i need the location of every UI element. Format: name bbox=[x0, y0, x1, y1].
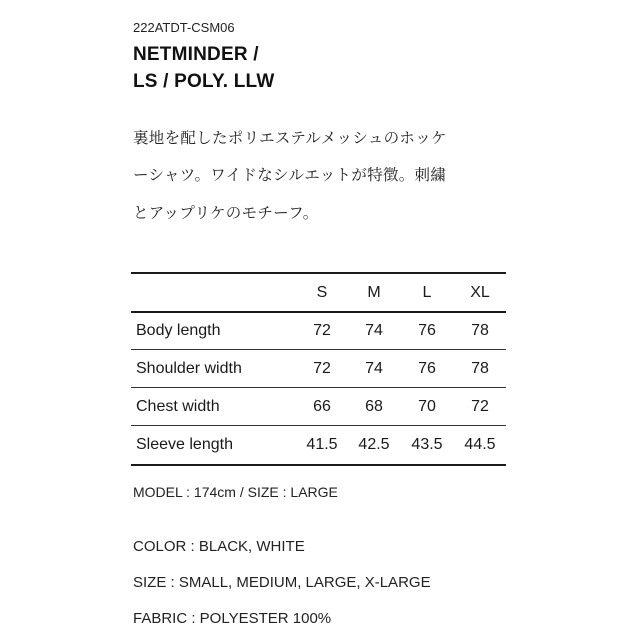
table-cell: 76 bbox=[418, 322, 436, 339]
header-size-l: L bbox=[422, 284, 432, 301]
header-size-xl: XL bbox=[470, 284, 490, 301]
description-line2: ーシャツ。ワイドなシルエットが特徴。刺繍 bbox=[133, 166, 447, 184]
size-info: SIZE : SMALL, MEDIUM, LARGE, X-LARGE bbox=[133, 574, 431, 591]
header-size-m: M bbox=[367, 284, 381, 301]
table-cell: 74 bbox=[365, 360, 383, 377]
row-label: Shoulder width bbox=[136, 360, 242, 377]
row-label: Chest width bbox=[136, 398, 220, 415]
table-cell: 42.5 bbox=[358, 436, 390, 453]
fabric-info: FABRIC : POLYESTER 100% bbox=[133, 610, 332, 627]
header-size-s: S bbox=[316, 284, 328, 301]
product-title-line1: NETMINDER / bbox=[133, 44, 259, 65]
product-title-line2: LS / POLY. LLW bbox=[133, 71, 275, 92]
table-cell: 76 bbox=[418, 360, 436, 377]
row-label: Body length bbox=[136, 322, 221, 339]
table-divider-top bbox=[131, 272, 506, 274]
table-cell: 72 bbox=[313, 322, 331, 339]
table-cell: 44.5 bbox=[464, 436, 496, 453]
table-divider-bottom bbox=[131, 464, 506, 466]
table-cell: 41.5 bbox=[306, 436, 338, 453]
table-cell: 72 bbox=[471, 398, 489, 415]
table-cell: 43.5 bbox=[411, 436, 443, 453]
table-cell: 66 bbox=[313, 398, 331, 415]
table-divider bbox=[131, 387, 506, 388]
description-line3: とアップリケのモチーフ。 bbox=[133, 204, 319, 222]
table-divider bbox=[131, 349, 506, 350]
table-cell: 68 bbox=[365, 398, 383, 415]
table-cell: 74 bbox=[365, 322, 383, 339]
color-info: COLOR : BLACK, WHITE bbox=[133, 538, 305, 555]
table-cell: 78 bbox=[471, 360, 489, 377]
table-cell: 78 bbox=[471, 322, 489, 339]
model-info: MODEL : 174cm / SIZE : LARGE bbox=[133, 484, 338, 500]
table-divider bbox=[131, 425, 506, 426]
table-cell: 72 bbox=[313, 360, 331, 377]
product-code: 222ATDT-CSM06 bbox=[133, 20, 235, 35]
description-line1: 裏地を配したポリエステルメッシュのホッケ bbox=[133, 129, 447, 147]
row-label: Sleeve length bbox=[136, 436, 233, 453]
table-cell: 70 bbox=[418, 398, 436, 415]
table-divider-header bbox=[131, 311, 506, 313]
